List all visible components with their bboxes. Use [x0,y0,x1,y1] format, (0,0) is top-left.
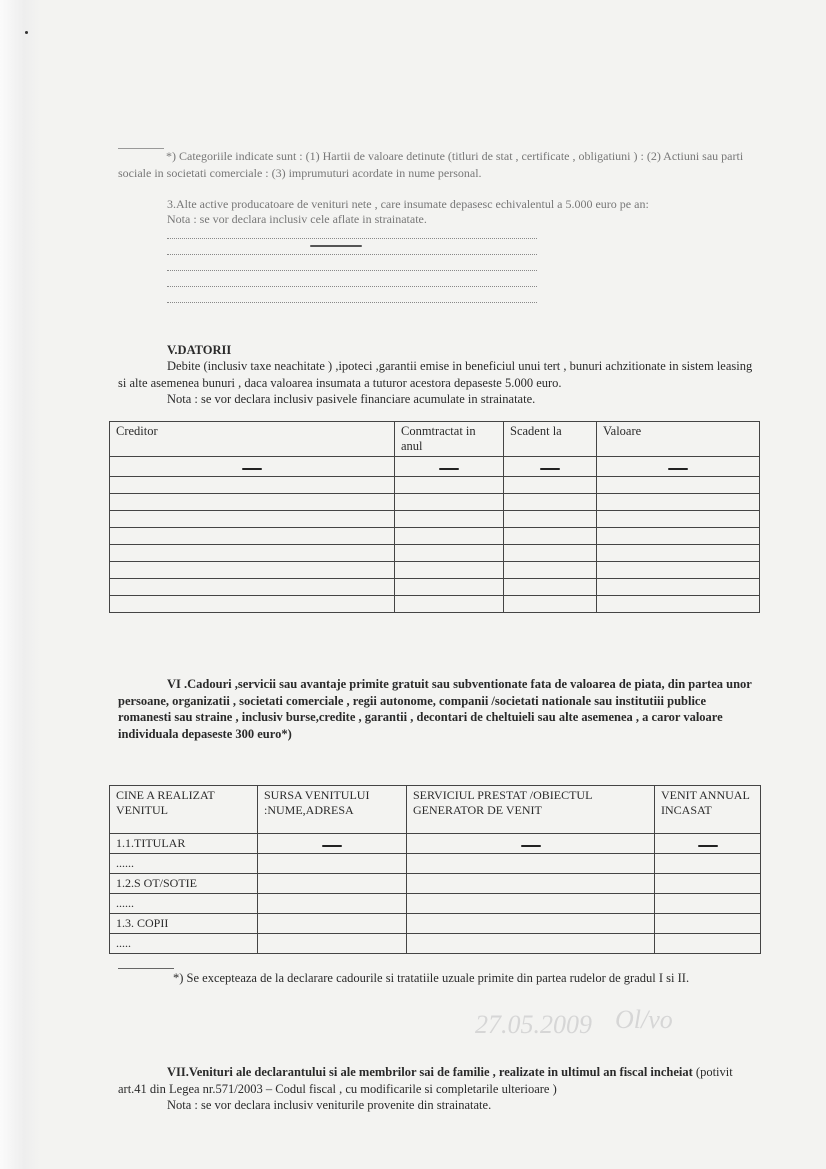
cell [110,477,395,494]
cell [395,477,504,494]
footnote-categories: *) Categoriile indicate sunt : (1) Hartii de valoare detinute (titluri de stat , certificate , obligatiuni ) : (2) Actiuni sau parti sociale in societati comerciale : (3) imprumuturi acordate in nume personal. [118,149,744,180]
cell [655,874,761,894]
cell [504,477,597,494]
cell-value [597,457,760,477]
section-v-title: V.DATORII [167,343,232,357]
table-row [110,596,760,613]
cell [597,562,760,579]
cell [597,579,760,596]
header-value: Valoare [597,422,760,457]
header-contracted-year: Conmtractat in anul [395,422,504,457]
table-row [110,477,760,494]
cell [407,914,655,934]
table-row [110,545,760,562]
cell [504,528,597,545]
cell [504,579,597,596]
dotted-line-2 [167,254,537,256]
cell [655,934,761,954]
section-v-note: Nota : se vor declara inclusiv pasivele financiare acumulate in strainatate. [167,392,536,406]
section-vi-title: VI .Cadouri ,servicii sau avantaje primite gratuit sau subventionate fata de valoarea de piata, din partea unor persoane, organizatii , societati comerciale , regii autonome, companii /societati nationale sau institutiii publice romanesti sau straine , inclusiv burse,credite , garantii , decontari de cheltuieli sau alte asemenea , a caror valoare individuala depaseste 300 euro*) [118,677,752,741]
section-vii-title-rest: (potivit art.41 din Legea nr.571/2003 – Codul fiscal , cu modificarile si completarile ulterioare ) [118,1065,733,1096]
cell [655,914,761,934]
cell [395,579,504,596]
handwritten-dash [698,845,718,847]
cell-income [655,834,761,854]
cell [395,494,504,511]
cell [597,511,760,528]
handwritten-dash [310,245,362,247]
cell [504,562,597,579]
table-row [110,528,760,545]
table-row [110,874,761,894]
section-3-note: Nota : se vor declara inclusiv cele aflate in strainatate. [167,212,427,226]
cell [504,545,597,562]
header-due-date: Scadent la [504,422,597,457]
header-source: SURSA VENITULUI :NUME,ADRESA [258,786,407,834]
cell [395,528,504,545]
cell [597,596,760,613]
cell-who: ...... [110,854,258,874]
cell-source [258,834,407,854]
cell [597,545,760,562]
cell [110,562,395,579]
cell-who: 1.1.TITULAR [110,834,258,854]
cell [395,511,504,528]
cell-who: 1.2.S OT/SOTIE [110,874,258,894]
debts-table [109,421,760,613]
cell [395,596,504,613]
cell [258,894,407,914]
table-row [110,854,761,874]
footnote-rule [118,968,174,969]
cell-contracted [395,457,504,477]
handwritten-dash [668,468,688,470]
table-row [110,894,761,914]
cell [504,596,597,613]
cell [504,494,597,511]
cell-service [407,834,655,854]
table-row [110,511,760,528]
header-annual-income: VENIT ANNUAL INCASAT [655,786,761,834]
cell [395,562,504,579]
cell [110,511,395,528]
bleed-through-date: 27.05.2009 [475,1010,592,1039]
section-v-description: Debite (inclusiv taxe neachitate ) ,ipoteci ,garantii emise in beneficiul unui tert , bunuri achzitionate in sistem leasing si alte asemenea bunuri , daca valoarea insumata a tuturor acestora depaseste 5.000 euro. [118,359,753,390]
cell [258,914,407,934]
table-row [110,494,760,511]
gifts-table [109,785,761,954]
cell [597,494,760,511]
section-3-heading: 3.Alte active producatoare de venituri nete , care insumate depasesc echivalentul a 5.000 euro pe an: [167,197,649,211]
cell [407,854,655,874]
header-creditor: Creditor [110,422,395,457]
cell [407,934,655,954]
handwritten-dash [540,468,560,470]
table-row [110,457,760,477]
handwritten-dash [322,845,342,847]
cell [110,596,395,613]
cell-who: ...... [110,894,258,914]
gifts-table-header [110,786,761,834]
cell [258,854,407,874]
cell-creditor [110,457,395,477]
cell [655,894,761,914]
cell-who: 1.3. COPII [110,914,258,934]
scan-edge [0,0,40,1169]
bleed-through-signature: Ol/vo [615,1005,673,1034]
cell [258,934,407,954]
cell [407,874,655,894]
cell-due [504,457,597,477]
table-row [110,562,760,579]
cell [597,477,760,494]
dotted-line-1 [167,238,537,240]
section-vii-title [118,1064,758,1097]
cell [258,874,407,894]
cell [110,579,395,596]
cell [110,494,395,511]
section-vi-footnote: *) Se excepteaza de la declarare cadourile si tratatiile uzuale primite din partea rudelor de gradul I si II. [173,971,690,985]
cell [110,528,395,545]
handwritten-dash [242,468,262,470]
table-row [110,834,761,854]
cell [655,854,761,874]
dotted-line-5 [167,302,537,304]
section-vii-title-bold: VII.Venituri ale declarantului si ale membrilor sai de familie , realizate in ultimul an fiscal incheiat [167,1065,693,1079]
table-row [110,934,761,954]
dotted-line-4 [167,286,537,288]
handwritten-dash [439,468,459,470]
table-row [110,914,761,934]
header-service: SERVICIUL PRESTAT /OBIECTUL GENERATOR DE VENIT [407,786,655,834]
cell [504,511,597,528]
cell-who: ..... [110,934,258,954]
section-vii-note: Nota : se vor declara inclusiv veniturile provenite din strainatate. [167,1098,492,1112]
staple-mark [25,31,28,34]
table-row [110,579,760,596]
cell [597,528,760,545]
header-who: CINE A REALIZAT VENITUL [110,786,258,834]
debts-table-header [110,422,760,457]
cell [110,545,395,562]
handwritten-dash [521,845,541,847]
dotted-line-3 [167,270,537,272]
cell [395,545,504,562]
cell [407,894,655,914]
